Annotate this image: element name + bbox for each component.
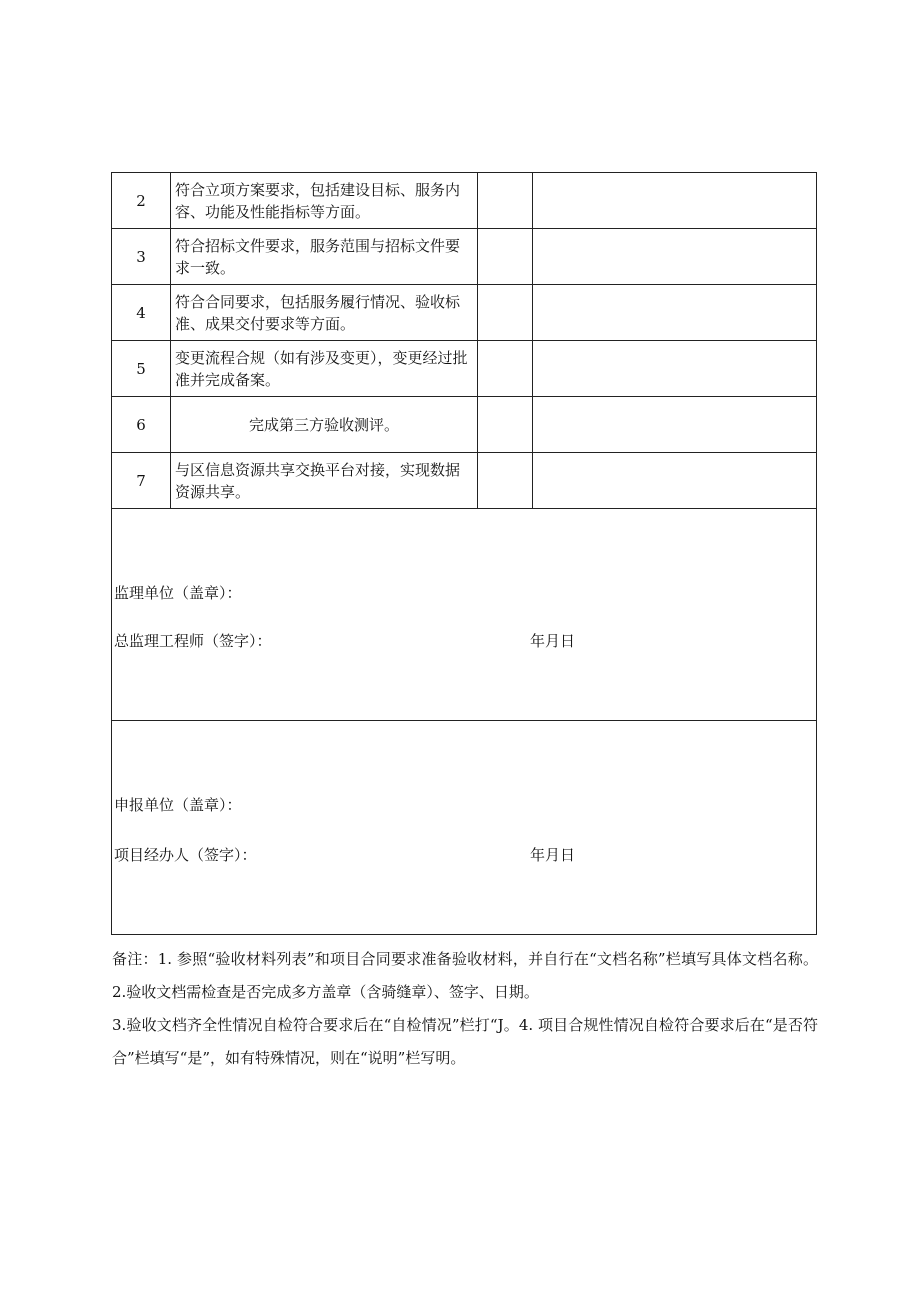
row-number: 7 <box>112 453 171 509</box>
check-cell <box>478 173 533 229</box>
remarks-paragraph: 备注：1. 参照“验收材料列表”和项目合同要求准备验收材料，并自行在“文档名称”栏填写具体文档名称。2.验收文档需检查是否完成多方盖章（含骑缝章）、签字、日期。 <box>112 950 818 1001</box>
check-cell <box>478 453 533 509</box>
compliance-checklist-table <box>111 172 817 509</box>
row-number: 4 <box>112 285 171 341</box>
table-row <box>112 397 817 453</box>
table-row <box>112 285 817 341</box>
check-cell <box>478 397 533 453</box>
requirement-text: 符合立项方案要求，包括建设目标、服务内容、功能及性能指标等方面。 <box>175 180 461 221</box>
requirement-text: 变更流程合规（如有涉及变更），变更经过批准并完成备案。 <box>175 348 468 389</box>
table-row <box>112 453 817 509</box>
note-cell <box>533 341 817 397</box>
chief-supervisor-signature-label: 总监理工程师（签字）： <box>114 632 272 650</box>
check-cell <box>478 285 533 341</box>
remarks-paragraph: 3.验收文档齐全性情况自检符合要求后在“自检情况”栏打“J。4. 项目合规性情况自检符合要求后在“是否符合”栏填写“是”，如有特殊情况，则在“说明”栏写明。 <box>112 1016 818 1067</box>
check-cell <box>478 341 533 397</box>
note-cell <box>533 397 817 453</box>
supervisor-date-label: 年月日 <box>530 632 576 650</box>
supervisor-signature-box <box>111 509 817 721</box>
remarks-section <box>112 943 818 1075</box>
table-row <box>112 229 817 285</box>
row-number: 6 <box>112 397 171 453</box>
requirement-text: 符合招标文件要求，服务范围与招标文件要求一致。 <box>175 236 461 277</box>
check-cell <box>478 229 533 285</box>
row-number: 2 <box>112 173 171 229</box>
requirement-text: 完成第三方验收测评。 <box>248 415 399 434</box>
table-row <box>112 173 817 229</box>
note-cell <box>533 453 817 509</box>
table-row <box>112 341 817 397</box>
note-cell <box>533 285 817 341</box>
applicant-unit-label: 申报单位（盖章）： <box>114 796 242 814</box>
note-cell <box>533 229 817 285</box>
requirement-text: 与区信息资源共享交换平台对接，实现数据资源共享。 <box>175 460 461 501</box>
project-handler-signature-label: 项目经办人（签字）： <box>114 846 257 864</box>
applicant-date-label: 年月日 <box>530 846 576 864</box>
note-cell <box>533 173 817 229</box>
row-number: 3 <box>112 229 171 285</box>
requirement-text: 符合合同要求，包括服务履行情况、验收标准、成果交付要求等方面。 <box>175 292 461 333</box>
applicant-signature-box <box>111 720 817 935</box>
row-number: 5 <box>112 341 171 397</box>
supervisor-unit-label: 监理单位（盖章）： <box>114 584 242 602</box>
